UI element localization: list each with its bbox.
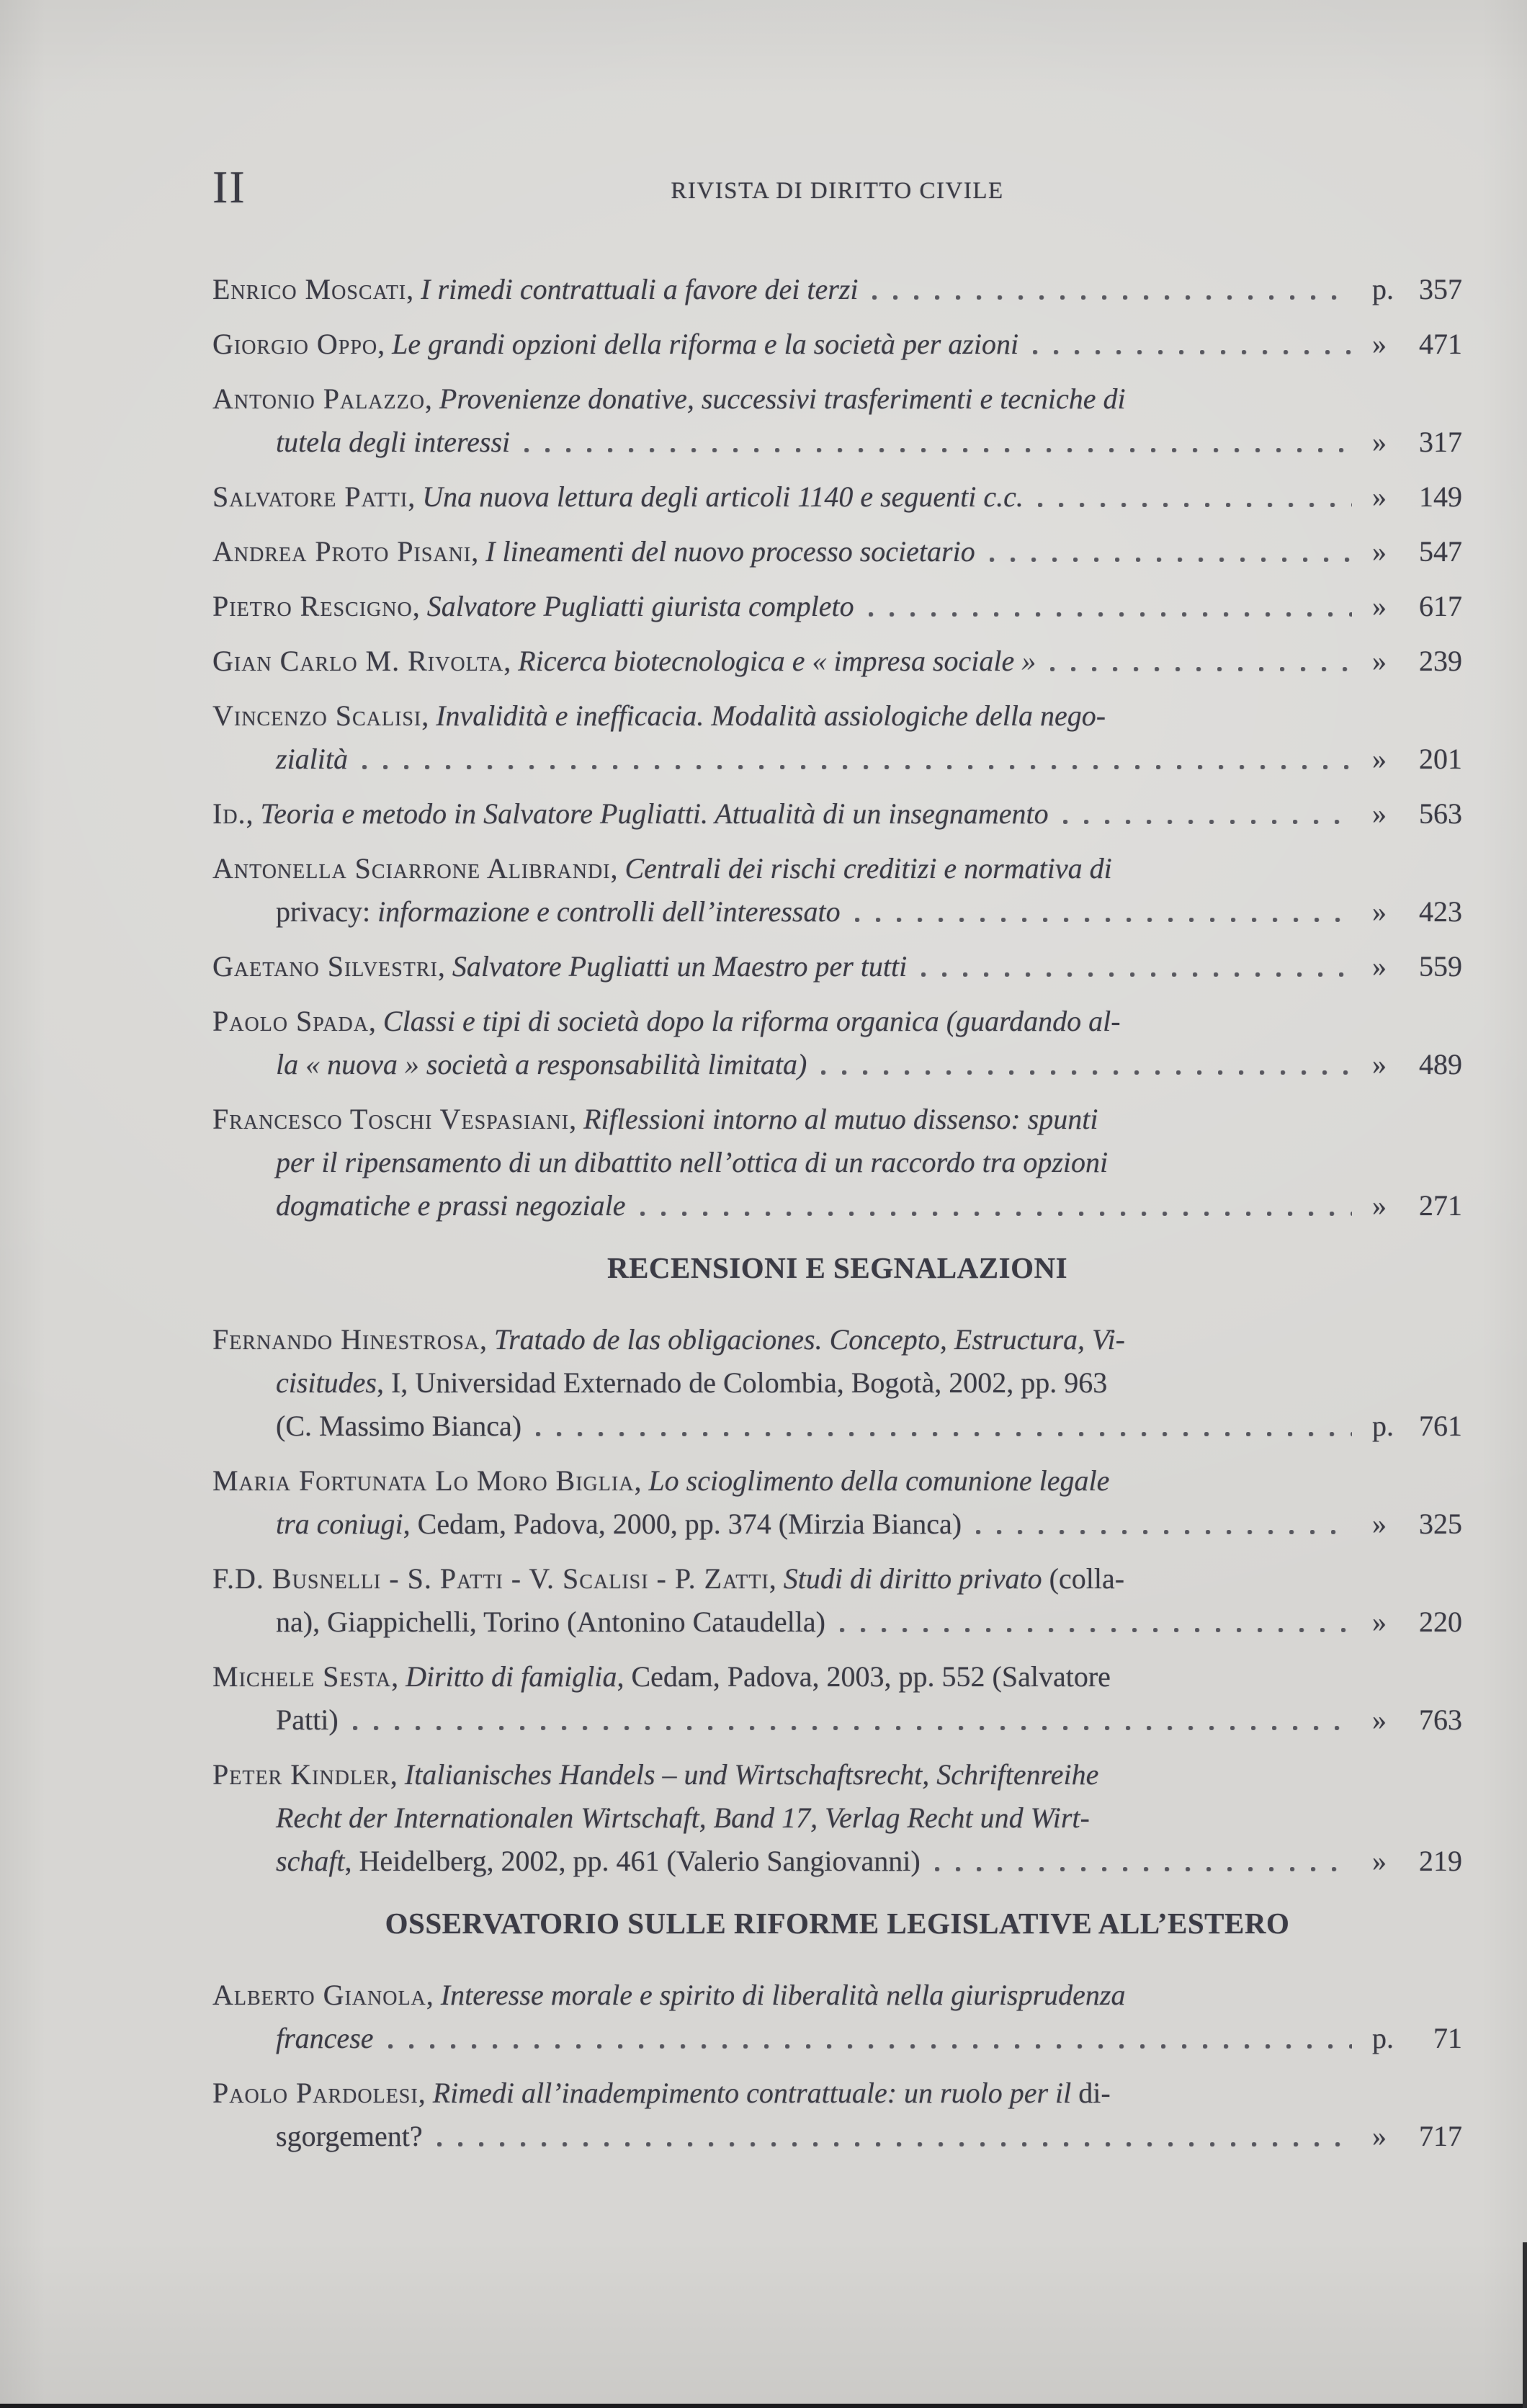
entry-text	[276, 1601, 825, 1644]
text-segment: ,	[503, 645, 519, 677]
toc-entry	[212, 640, 1462, 683]
page-number: 717	[1419, 2120, 1462, 2152]
text-segment: la « nuova » società a responsabilità limitata)	[276, 1048, 807, 1080]
text-segment: Italianisches Handels – und Wirtschaftsrecht, Schriftenreihe	[404, 1758, 1099, 1791]
text-segment: ,	[421, 699, 436, 732]
toc-entry	[212, 2072, 1462, 2158]
page-number: 357	[1419, 273, 1462, 305]
toc-line	[212, 1655, 1462, 1698]
toc-entry	[212, 1459, 1462, 1546]
page-number: 149	[1419, 480, 1462, 513]
toc-line	[212, 792, 1462, 836]
text-segment: Diritto di famiglia	[406, 1660, 617, 1693]
text-segment: ,	[610, 852, 625, 885]
toc-entry	[212, 1753, 1462, 1883]
toc-entry	[212, 530, 1462, 573]
entry-text	[276, 1698, 339, 1742]
toc-line	[212, 1840, 1462, 1883]
text-segment: per il ripensamento di un dibattito nell’ottica di un raccordo tra opzioni	[276, 1146, 1109, 1178]
text-segment: Pietro Rescigno	[212, 590, 413, 622]
text-segment: ,	[569, 1103, 584, 1135]
dot-leader	[872, 295, 1352, 300]
page-mark: »	[1372, 1508, 1387, 1540]
text-segment: tutela degli interessi	[276, 426, 511, 458]
text-segment: Una nuova lettura degli articoli 1140 e seguenti c.c.	[422, 480, 1024, 513]
page-number: 71	[1433, 2022, 1462, 2054]
entry-text	[276, 1184, 626, 1227]
toc-line	[212, 1318, 1462, 1361]
text-segment: ,	[426, 1979, 441, 2011]
page-number: 317	[1419, 426, 1462, 458]
dot-leader	[990, 558, 1352, 562]
text-segment: Riflessioni intorno al mutuo dissenso: spunti	[583, 1103, 1098, 1135]
page-ref	[1372, 1043, 1462, 1086]
dot-leader	[921, 972, 1352, 977]
page-number: 761	[1419, 1410, 1462, 1442]
text-segment: Studi di diritto privato	[783, 1562, 1042, 1595]
page-mark: »	[1372, 895, 1387, 928]
text-segment: Vincenzo Scalisi	[212, 699, 422, 732]
text-segment: cisitudes	[276, 1366, 377, 1399]
toc-line	[212, 1698, 1462, 1742]
text-segment: Invalidità e inefficacia. Modalità assiologiche della nego-	[436, 699, 1106, 732]
toc-line	[212, 2115, 1462, 2158]
text-segment: privacy:	[276, 895, 378, 928]
page-mark: »	[1372, 1048, 1387, 1080]
text-segment: ,	[769, 1562, 784, 1595]
text-segment: Maria Fortunata Lo Moro Biglia	[212, 1464, 635, 1497]
text-segment: , Heidelberg, 2002, pp. 461 (Valerio Sangiovanni)	[344, 1845, 921, 1877]
toc-line	[212, 694, 1462, 738]
dot-leader	[821, 1070, 1352, 1075]
toc-line	[212, 1098, 1462, 1141]
text-segment: Paolo Pardolesi	[212, 2077, 418, 2109]
text-segment: ,	[634, 1464, 649, 1497]
toc-line	[212, 2072, 1462, 2115]
text-segment: Centrali dei rischi creditizi e normativa di	[624, 852, 1112, 885]
toc-line	[212, 1796, 1462, 1840]
text-segment: Paolo Spada	[212, 1005, 369, 1037]
text-segment: ,	[412, 590, 427, 622]
page-number: 423	[1419, 895, 1462, 928]
page-ref	[1372, 530, 1462, 573]
text-segment: Lo scioglimento della comunione legale	[648, 1464, 1110, 1497]
text-segment: Salvatore Pugliatti un Maestro per tutti	[452, 950, 908, 983]
page-mark: »	[1372, 590, 1387, 622]
scan-edge-right	[1523, 2242, 1527, 2408]
toc-line	[212, 421, 1462, 464]
entry-text	[276, 2115, 423, 2158]
page-number: 617	[1419, 590, 1462, 622]
toc-entry	[212, 1557, 1462, 1644]
page-ref	[1372, 792, 1462, 836]
toc-line	[212, 1974, 1462, 2017]
section-heading: OSSERVATORIO SULLE RIFORME LEGISLATIVE ALL’ESTERO	[385, 1907, 1290, 1940]
text-segment: Gaetano Silvestri	[212, 950, 438, 983]
page-mark: »	[1372, 1189, 1387, 1222]
entry-text	[212, 1005, 1121, 1037]
toc-line	[212, 1043, 1462, 1086]
toc-line	[212, 377, 1462, 421]
page-mark: »	[1372, 480, 1387, 513]
text-segment: F.D. Busnelli - S. Patti - V. Scalisi - P. Zatti	[212, 1562, 769, 1595]
toc-entry	[212, 585, 1462, 628]
page-ref	[1372, 1503, 1462, 1546]
entry-text	[276, 2017, 374, 2060]
dot-leader	[524, 448, 1352, 452]
dot-leader	[1063, 820, 1352, 824]
text-segment: Provenienze donative, successivi trasferimenti e tecniche di	[439, 382, 1126, 415]
text-segment: Francesco Toschi Vespasiani	[212, 1103, 570, 1135]
text-segment: Le grandi opzioni della riforma e la società per azioni	[392, 328, 1019, 360]
entry-text	[212, 323, 1018, 366]
text-segment: Patti)	[276, 1704, 339, 1736]
page-number: 471	[1419, 328, 1462, 360]
page-mark: »	[1372, 1606, 1387, 1638]
entry-text	[212, 945, 907, 988]
page-mark: p.	[1372, 273, 1394, 305]
page-mark: »	[1372, 645, 1387, 677]
page-ref	[1372, 2017, 1462, 2060]
entry-text	[276, 1840, 921, 1883]
page-number: 220	[1419, 1606, 1462, 1638]
page-ref	[1372, 1698, 1462, 1742]
entry-text	[212, 792, 1049, 836]
text-segment: Enrico Moscati	[212, 273, 407, 305]
page-mark: »	[1372, 426, 1387, 458]
text-segment: Gian Carlo M. Rivolta	[212, 645, 504, 677]
entry-text	[276, 1503, 962, 1546]
toc-entry	[212, 268, 1462, 311]
toc-entry	[212, 694, 1462, 781]
text-segment: Peter Kindler	[212, 1758, 390, 1791]
entry-text	[276, 1405, 521, 1448]
entry-text	[212, 1103, 1098, 1135]
page-ref	[1372, 2115, 1462, 2158]
page-ref	[1372, 1405, 1462, 1448]
toc-line	[212, 1000, 1462, 1043]
folio-number: II	[212, 161, 246, 212]
dot-leader	[855, 918, 1352, 922]
toc-line	[212, 268, 1462, 311]
text-segment: ,	[377, 328, 393, 360]
entry-text	[212, 852, 1112, 885]
text-segment: Recht der Internationalen Wirtschaft, Band 17, Verlag Recht und Wirt-	[276, 1801, 1090, 1834]
text-segment: ,	[408, 480, 423, 513]
page-number: 547	[1419, 535, 1462, 568]
page-ref	[1372, 738, 1462, 781]
text-segment: , Cedam, Padova, 2000, pp. 374 (Mirzia Bianca)	[403, 1508, 962, 1540]
page-mark: »	[1372, 1704, 1387, 1736]
page-ref	[1372, 1601, 1462, 1644]
dot-leader	[1033, 350, 1352, 354]
text-segment: zialità	[276, 743, 349, 775]
page-ref	[1372, 475, 1462, 519]
text-segment: Interesse morale e spirito di liberalità nella giurisprudenza	[440, 1979, 1126, 2011]
page-ref	[1372, 640, 1462, 683]
toc-line	[212, 585, 1462, 628]
text-segment: dogmatiche e prassi negoziale	[276, 1189, 626, 1222]
entry-text	[276, 1801, 1090, 1834]
toc-line	[212, 945, 1462, 988]
running-title: RIVISTA DI DIRITTO CIVILE	[671, 178, 1004, 204]
text-segment: Antonella Sciarrone Alibrandi	[212, 852, 611, 885]
dot-leader	[935, 1867, 1352, 1871]
entry-text	[276, 1146, 1108, 1178]
page-mark: »	[1372, 328, 1387, 360]
page-mark: »	[1372, 797, 1387, 830]
toc-entry	[212, 792, 1462, 836]
toc-line	[212, 738, 1462, 781]
page-header	[212, 153, 1462, 210]
page-number: 201	[1419, 743, 1462, 775]
entry-text	[212, 1979, 1125, 2011]
text-segment: Salvatore Patti	[212, 480, 408, 513]
entry-text	[212, 1323, 1125, 1356]
entry-text	[212, 1464, 1109, 1497]
toc-line	[212, 1361, 1462, 1405]
entry-text	[212, 640, 1036, 683]
page-mark: p.	[1372, 2022, 1394, 2054]
text-segment: Tratado de las obligaciones. Concepto, Estructura, Vi-	[494, 1323, 1125, 1356]
toc-entry	[212, 1318, 1462, 1448]
section-heading: RECENSIONI E SEGNALAZIONI	[606, 1251, 1068, 1284]
page-number: 559	[1419, 950, 1462, 983]
entry-text	[212, 475, 1024, 519]
text-segment: sgorgement?	[276, 2120, 423, 2152]
dot-leader	[840, 1628, 1352, 1632]
text-segment: tra coniugi	[276, 1508, 403, 1540]
entry-text	[212, 585, 854, 628]
page-ref	[1372, 1840, 1462, 1883]
toc-entry	[212, 945, 1462, 988]
dot-leader	[437, 2142, 1352, 2147]
text-segment: Antonio Palazzo	[212, 382, 425, 415]
page-ref	[1372, 1184, 1462, 1227]
toc-line	[212, 1184, 1462, 1227]
toc-line	[212, 847, 1462, 890]
toc-line	[212, 1141, 1462, 1184]
entry-text	[212, 1758, 1098, 1791]
entry-text	[212, 1660, 1111, 1693]
text-segment: Classi e tipi di società dopo la riforma organica (guardando al-	[382, 1005, 1121, 1037]
page-number: 271	[1419, 1189, 1462, 1222]
page-number: 563	[1419, 797, 1462, 830]
text-segment: ,	[391, 1660, 406, 1693]
dot-leader	[536, 1432, 1352, 1436]
entry-text	[212, 699, 1106, 732]
text-segment: Teoria e metodo in Salvatore Pugliatti. Attualità di un insegnamento	[260, 797, 1049, 830]
text-segment: , Cedam, Padova, 2003, pp. 552 (Salvatore	[617, 1660, 1111, 1693]
toc-line	[212, 2017, 1462, 2060]
text-segment: I rimedi contrattuali a favore dei terzi	[421, 273, 859, 305]
scan-edge-bottom	[0, 2404, 1527, 2408]
text-segment: (colla-	[1042, 1562, 1125, 1595]
page-mark: »	[1372, 743, 1387, 775]
toc-line	[212, 475, 1462, 519]
entry-text	[276, 890, 841, 934]
text-segment: ,	[246, 797, 261, 830]
text-segment: ,	[471, 535, 486, 568]
text-segment: ,	[418, 2077, 433, 2109]
text-segment: Ricerca biotecnologica e « impresa sociale »	[518, 645, 1036, 677]
page-number: 325	[1419, 1508, 1462, 1540]
dot-leader	[640, 1212, 1353, 1216]
dot-leader	[388, 2044, 1352, 2049]
page-mark: p.	[1372, 1410, 1394, 1442]
toc-entry	[212, 377, 1462, 464]
page-number: 219	[1419, 1845, 1462, 1877]
toc-line	[212, 1459, 1462, 1503]
toc-entry	[212, 1655, 1462, 1742]
toc-line	[212, 1601, 1462, 1644]
text-segment: Giorgio Oppo	[212, 328, 378, 360]
toc-entry	[212, 1974, 1462, 2060]
page-number: 489	[1419, 1048, 1462, 1080]
toc-line	[212, 1753, 1462, 1796]
page-ref	[1372, 421, 1462, 464]
text-segment: Michele Sesta	[212, 1660, 392, 1693]
dot-leader	[362, 765, 1352, 769]
toc-line	[212, 323, 1462, 366]
text-segment: (C. Massimo Bianca)	[276, 1410, 522, 1442]
page-mark: »	[1372, 2120, 1387, 2152]
text-segment: Id.	[212, 797, 246, 830]
text-segment: Alberto Gianola	[212, 1979, 426, 2011]
page-ref	[1372, 945, 1462, 988]
entry-text	[276, 738, 348, 781]
page-number: 239	[1419, 645, 1462, 677]
entry-text	[276, 1366, 1107, 1399]
text-segment: informazione e controlli dell’interessato	[377, 895, 841, 928]
text-segment: francese	[276, 2022, 374, 2054]
text-segment: ,	[406, 273, 421, 305]
entry-text	[212, 382, 1126, 415]
table-of-contents	[212, 268, 1462, 2170]
text-segment: ,	[437, 950, 452, 983]
toc-line	[212, 640, 1462, 683]
toc-line	[212, 1405, 1462, 1448]
toc-entry	[212, 1000, 1462, 1086]
text-segment: ,	[424, 382, 439, 415]
entry-text	[212, 2077, 1111, 2109]
text-segment: na), Giappichelli, Torino (Antonino Cataudella)	[276, 1606, 825, 1638]
dot-leader	[1038, 503, 1352, 507]
toc-line	[212, 530, 1462, 573]
text-segment: Andrea Proto Pisani	[212, 535, 472, 568]
page-mark: »	[1372, 950, 1387, 983]
page-ref	[1372, 585, 1462, 628]
toc-entry	[212, 847, 1462, 934]
text-segment: ,	[368, 1005, 383, 1037]
page-mark: »	[1372, 535, 1387, 568]
entry-text	[212, 1562, 1124, 1595]
text-segment: , I, Universidad Externado de Colombia, Bogotà, 2002, pp. 963	[376, 1366, 1108, 1399]
dot-leader	[976, 1530, 1352, 1534]
page-number: 763	[1419, 1704, 1462, 1736]
text-segment: di-	[1078, 2077, 1111, 2109]
page-mark: »	[1372, 1845, 1387, 1877]
toc-line	[212, 890, 1462, 934]
text-segment: ,	[390, 1758, 405, 1791]
dot-leader	[353, 1726, 1352, 1730]
text-segment: Rimedi all’inadempimento contrattuale: un ruolo per il	[432, 2077, 1079, 2109]
toc-entry	[212, 1098, 1462, 1227]
page-ref	[1372, 268, 1462, 311]
entry-text	[276, 421, 510, 464]
toc-line	[212, 1557, 1462, 1601]
dot-leader	[1050, 667, 1352, 671]
entry-text	[276, 1043, 807, 1086]
page-ref	[1372, 323, 1462, 366]
toc-entry	[212, 323, 1462, 366]
text-segment: I lineamenti del nuovo processo societario	[485, 535, 975, 568]
entry-text	[212, 268, 858, 311]
toc-line	[212, 1503, 1462, 1546]
entry-text	[212, 530, 975, 573]
text-segment: Salvatore Pugliatti giurista completo	[426, 590, 854, 622]
text-segment: ,	[480, 1323, 495, 1356]
text-segment: Fernando Hinestrosa	[212, 1323, 480, 1356]
page-ref	[1372, 890, 1462, 934]
dot-leader	[869, 612, 1352, 617]
toc-entry	[212, 475, 1462, 519]
text-segment: schaft	[276, 1845, 345, 1877]
